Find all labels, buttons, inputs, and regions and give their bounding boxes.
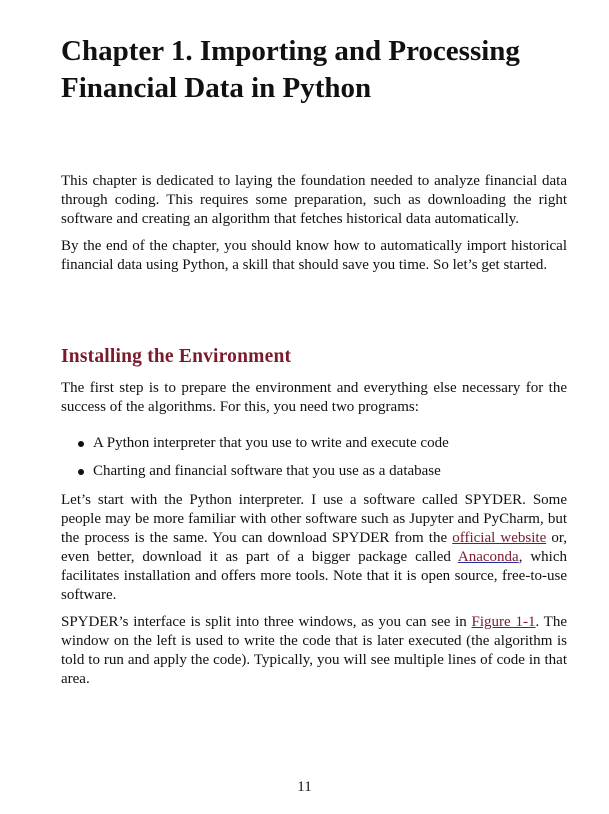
list-item: [93, 434, 567, 453]
paragraph-text: SPYDER’s interface is split into three windows, as you can see in: [61, 614, 472, 630]
anaconda-link[interactable]: Anaconda: [457, 549, 519, 565]
section-paragraph-3: [61, 613, 567, 689]
paragraph-text: , which facilitates installation and offers more tools. Note that it is open source, free-to-use software.: [61, 549, 567, 603]
section-paragraph-2: [61, 491, 567, 605]
section-body: [61, 379, 567, 697]
section-paragraph-1: The first step is to prepare the environment and everything else necessary for the success of the algorithms. For this, you need two programs:: [61, 380, 567, 415]
list-item-text: Charting and financial software that you use as a database: [93, 463, 441, 479]
bullet-icon: [78, 469, 84, 475]
page-number: 11: [297, 779, 312, 795]
paragraph-text: Let’s start with the Python interpreter. I use a software called SPYDER. Some people may be more familiar with other software such as Jupyter and PyCharm, but the process is the same. You can download SPYDER from the: [61, 492, 567, 546]
list-item: [93, 462, 567, 481]
intro-paragraph-2: By the end of the chapter, you should know how to automatically import historical financial data using Python, a skill that should save you time. So let’s get started.: [61, 238, 567, 273]
chapter-title: Chapter 1. Importing and Processing Financial Data in Python: [61, 35, 520, 104]
section-heading: Installing the Environment: [61, 346, 292, 367]
intro-section: [61, 172, 567, 283]
list-item-text: A Python interpreter that you use to write and execute code: [93, 435, 449, 451]
paragraph-text: . The window on the left is used to write the code that is later executed (the algorithm is told to run and apply the code). Typically, you will see multiple lines of code in that area.: [61, 614, 567, 687]
bullet-list: [61, 434, 567, 481]
bullet-icon: [78, 441, 84, 447]
figure-reference-link[interactable]: Figure 1-1: [471, 614, 536, 630]
official-website-link[interactable]: official website: [452, 530, 547, 546]
paragraph-text: or, even better, download it as part of a bigger package called: [61, 530, 567, 565]
intro-paragraph-1: This chapter is dedicated to laying the foundation needed to analyze financial data through coding. This requires some preparation, such as downloading the right software and creating an algorithm that fetches historical data automatically.: [61, 173, 567, 227]
